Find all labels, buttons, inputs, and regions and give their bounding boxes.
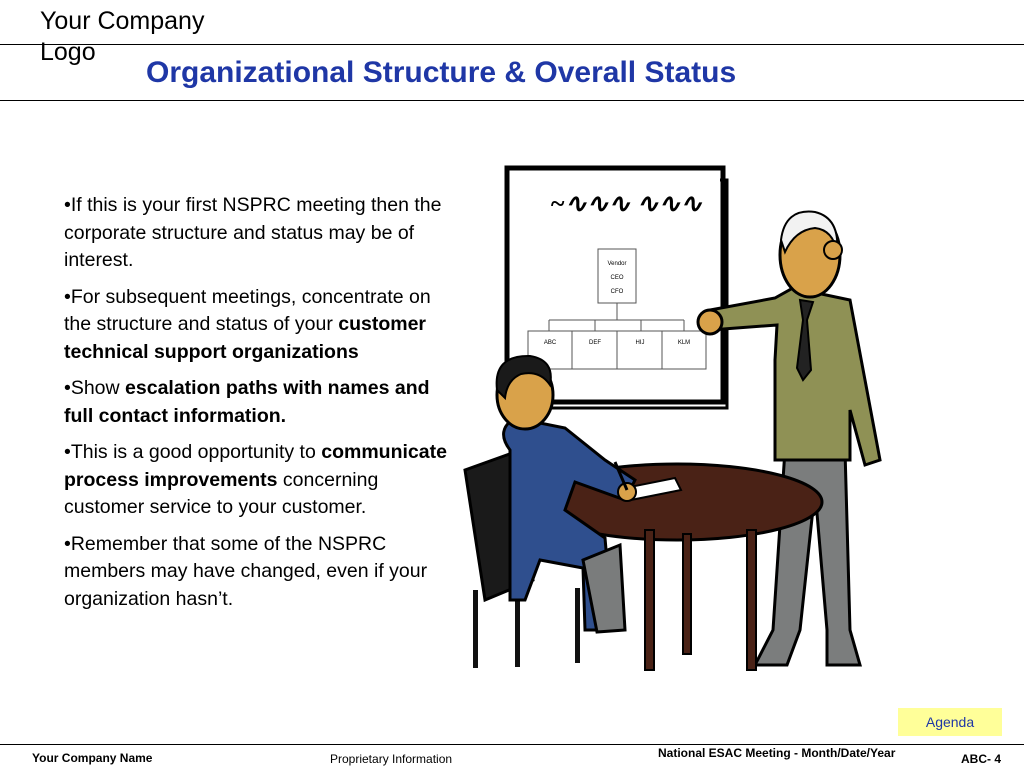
- header-top-rule: [0, 44, 1024, 45]
- bullet-text: •If this is your first NSPRC meeting then the corporate structure and status may be of interest.: [64, 194, 442, 271]
- bullet-item: [64, 284, 448, 367]
- org-top-line: CEO: [610, 275, 624, 281]
- org-top-line: Vendor: [607, 261, 627, 267]
- org-box-label: HIJ: [635, 340, 645, 346]
- bullet-text: •Remember that some of the NSPRC members may have changed, even if your organization hasn’t.: [64, 532, 428, 610]
- bullet-bold-text: communicate process improvements: [64, 441, 447, 491]
- footer-page-number: ABC- 4: [961, 752, 1002, 766]
- meeting-illustration: [455, 160, 895, 680]
- org-box-label: KLM: [677, 340, 691, 346]
- slide-title: Organizational Structure & Overall Status: [146, 56, 737, 89]
- bullet-text: •For subsequent meetings, concentrate on the structure and status of your: [64, 285, 431, 335]
- org-box-label: ABC: [543, 340, 557, 346]
- org-box-label: DEF: [589, 340, 601, 346]
- bullet-bold-text: customer technical support organizations: [64, 313, 427, 363]
- bullet-item: [64, 192, 448, 275]
- bullet-bold-text: escalation paths with names and full contact information.: [64, 377, 430, 427]
- footer-company-name: Your Company Name: [32, 751, 153, 765]
- bullet-text: •Show: [64, 377, 126, 399]
- header-bottom-rule: [0, 100, 1024, 101]
- org-top-line: CFO: [610, 289, 624, 295]
- bullet-list: [64, 192, 448, 622]
- company-logo-text: Your Company Logo: [40, 7, 205, 67]
- bullet-item: [64, 375, 448, 430]
- bullet-text: concerning customer service to your customer.: [64, 468, 379, 518]
- agenda-button[interactable]: Agenda: [898, 708, 1002, 736]
- bullet-text: •This is a good opportunity to: [64, 441, 322, 463]
- footer-meeting-info: National ESAC Meeting - Month/Date/Year: [658, 746, 896, 760]
- footer-proprietary: Proprietary Information: [330, 752, 453, 766]
- bullet-item: [64, 439, 448, 522]
- footer-rule: [0, 744, 1024, 745]
- bullet-item: [64, 531, 448, 614]
- board-scribble: ~∿∿∿ ∿∿∿: [550, 189, 703, 218]
